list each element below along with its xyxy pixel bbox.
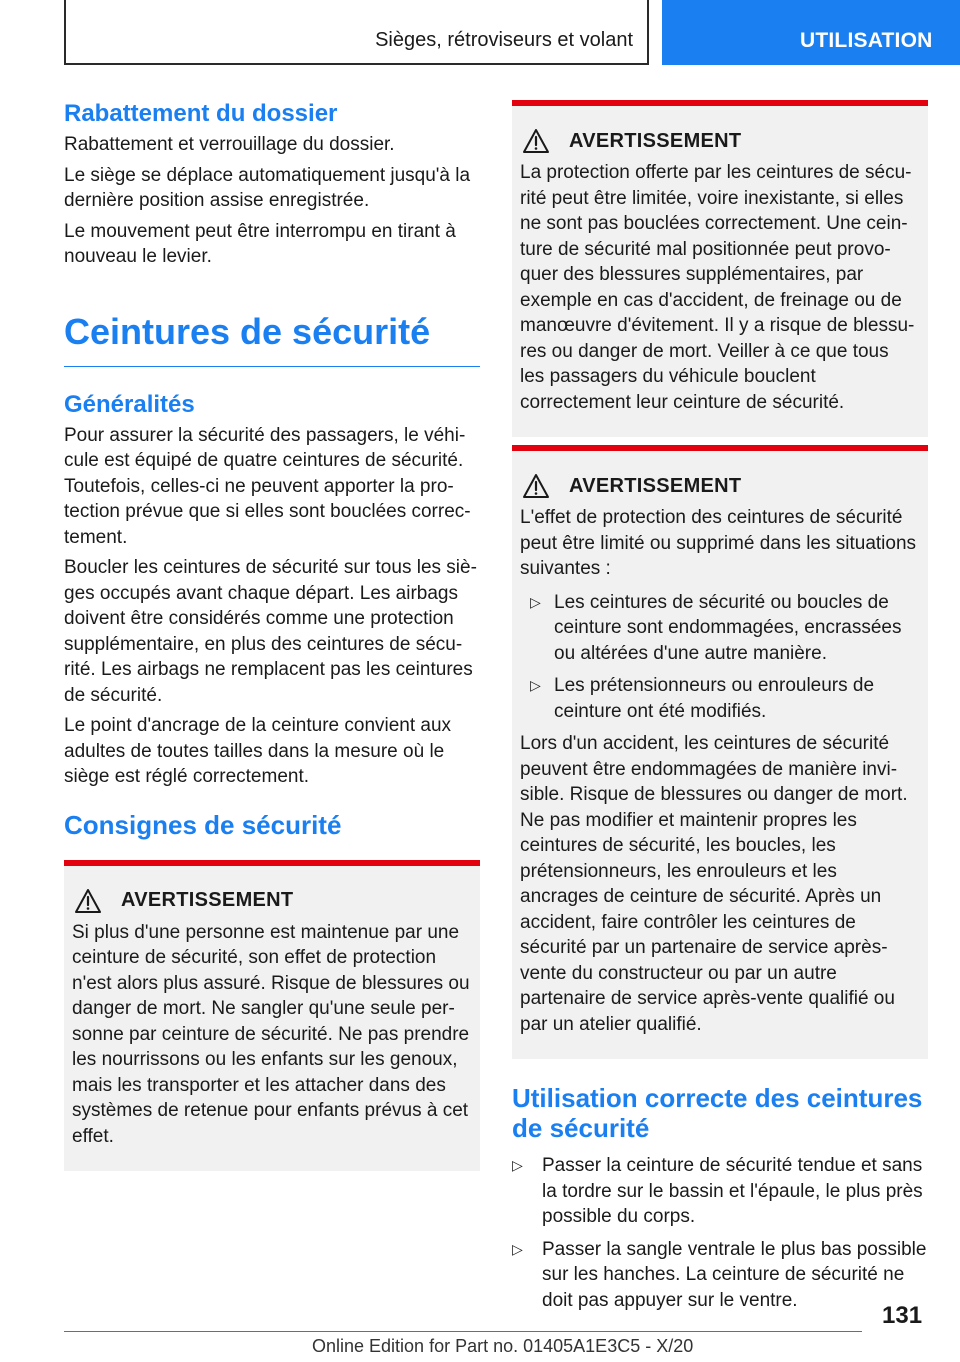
- list-item-text: Les ceintures de sécurité ou boucles de ceinture sont endommagées, encrassées ou altérées d'une autre manière.: [554, 591, 902, 664]
- warning-body: [520, 505, 918, 1037]
- paragraph: Le point d'ancrage de la ceinture convient aux adultes de toutes tailles dans la mesure où le siège est réglé correctement.: [64, 715, 452, 787]
- list-item: [512, 1237, 928, 1314]
- warning-title: AVERTISSEMENT: [121, 889, 294, 911]
- consignes-heading: Consignes de sécurité: [64, 809, 342, 840]
- triangle-bullet-icon: ▷: [512, 1240, 523, 1257]
- warning-title: AVERTISSEMENT: [569, 129, 742, 152]
- rabattement-body: [64, 132, 480, 270]
- paragraph: Le mouvement peut être interrompu en tirant à nouveau le levier.: [64, 220, 456, 267]
- warning-triangle-icon: [74, 888, 102, 914]
- triangle-bullet-icon: ▷: [512, 1157, 523, 1173]
- chapter-heading: Ceintures de sécurité: [64, 310, 480, 367]
- triangle-bullet-icon: ▷: [530, 593, 541, 610]
- list-item-text: Passer la sangle ventrale le plus bas possible sur les hanches. La ceinture de sécurité ne doit pas appuyer sur le ventre.: [542, 1238, 927, 1311]
- warning-intro: L'effet de protection des ceintures de sécurité peut être limité ou supprimé dans les situations suivantes :: [520, 507, 917, 579]
- warning-triangle-icon: [522, 473, 550, 499]
- right-column: [512, 100, 928, 1320]
- warning-header: [520, 128, 918, 154]
- utilisation-list: [512, 1153, 928, 1313]
- header-chapter-tab: [662, 0, 960, 65]
- paragraph: Pour assurer la sécurité des passagers, le véhicule est équipé de quatre ceintures de sécurité. Toutefois, celles-ci ne peuvent apporter la protection prévue que si elles sont bouclées correctement.: [64, 424, 471, 548]
- warning-title: AVERTISSEMENT: [569, 474, 742, 497]
- list-item: [520, 673, 918, 724]
- rabattement-heading: Rabattement du dossier: [64, 100, 338, 127]
- paragraph: Rabattement et verrouillage du dossier.: [64, 134, 395, 155]
- paragraph: Le siège se déplace automatiquement jusqu'à la dernière position assise enregistrée.: [64, 164, 471, 211]
- list-item-text: Les prétensionneurs ou enrouleurs de ceinture ont été modifiés.: [554, 675, 875, 722]
- warning-text: Si plus d'une personne est maintenue par une ceinture de sécurité, son effet de protection n'est alors plus assuré. Risque de blessures ou danger de mort. Ne sangler qu'une seule personne par ceinture de sécurité. Ne pas prendre les nourrissons ou les enfants sur les genoux, mais les transporter et les attacher dans des systèmes de retenue pour enfants prévus à cet effet.: [72, 921, 470, 1147]
- warning-box: [512, 445, 928, 1059]
- triangle-bullet-icon: ▷: [530, 677, 541, 693]
- footer-edition-text: Online Edition for Part no. 01405A1E3C5 - X/20: [312, 1336, 694, 1356]
- list-item: [512, 1153, 928, 1230]
- warning-text: La protection offerte par les ceintures de sécurité peut être limitée, voire inexistante, si elles ne sont pas bouclées correctement. Une ceinture de sécurité mal positionnée peut provoquer des blessures supplémentaires, par exemple en cas d'accident, de freinage ou de manœuvre d'évitement. Il y a risque de blessures ou danger de mort. Veiller à ce que tous les passagers du véhicule bouclent correctement leur ceinture de sécurité.: [520, 162, 915, 413]
- warning-box: [64, 860, 480, 1172]
- generalites-body: [64, 423, 480, 790]
- header-section-box: [64, 0, 649, 65]
- left-column: [64, 100, 480, 1171]
- warning-header: [72, 888, 470, 914]
- list-item: [520, 590, 918, 667]
- page-number: 131: [882, 1302, 923, 1329]
- utilisation-heading: Utilisation correcte des ceintures de sécurité: [512, 1083, 923, 1143]
- header-chapter-label: UTILISATION: [800, 29, 933, 52]
- paragraph: Boucler les ceintures de sécurité sur tous les sièges occupés avant chaque départ. Les airbags doivent être considérés comme une protection supplémentaire, en plus des ceintures de sécurité. Les airbags ne remplacent pas les ceintures de sécurité.: [64, 557, 477, 706]
- warning-triangle-icon: [522, 128, 550, 154]
- generalites-heading: Généralités: [64, 390, 195, 418]
- list-item-text: Passer la ceinture de sécurité tendue et sans la tordre sur le bassin et l'épaule, le plus près possible du corps.: [542, 1155, 923, 1227]
- footer-divider: [64, 1331, 862, 1332]
- warning-outro: Lors d'un accident, les ceintures de sécurité peuvent être endommagées de manière invisible. Risque de blessures ou danger de mort. Ne pas modifier et maintenir propres les ceintures de sécurité, les boucles, les prétensionneurs, les enrouleurs et les ancrages de ceinture de sécurité. Après un accident, faire contrôler les ceintures de sécurité par un partenaire de service après-vente du constructeur ou par un autre partenaire de service après-vente qualifié ou par un atelier qualifié.: [520, 733, 908, 1035]
- header-section-title: Sièges, rétroviseurs et volant: [375, 29, 633, 51]
- warning-header: [520, 473, 918, 499]
- warning-box: [512, 100, 928, 437]
